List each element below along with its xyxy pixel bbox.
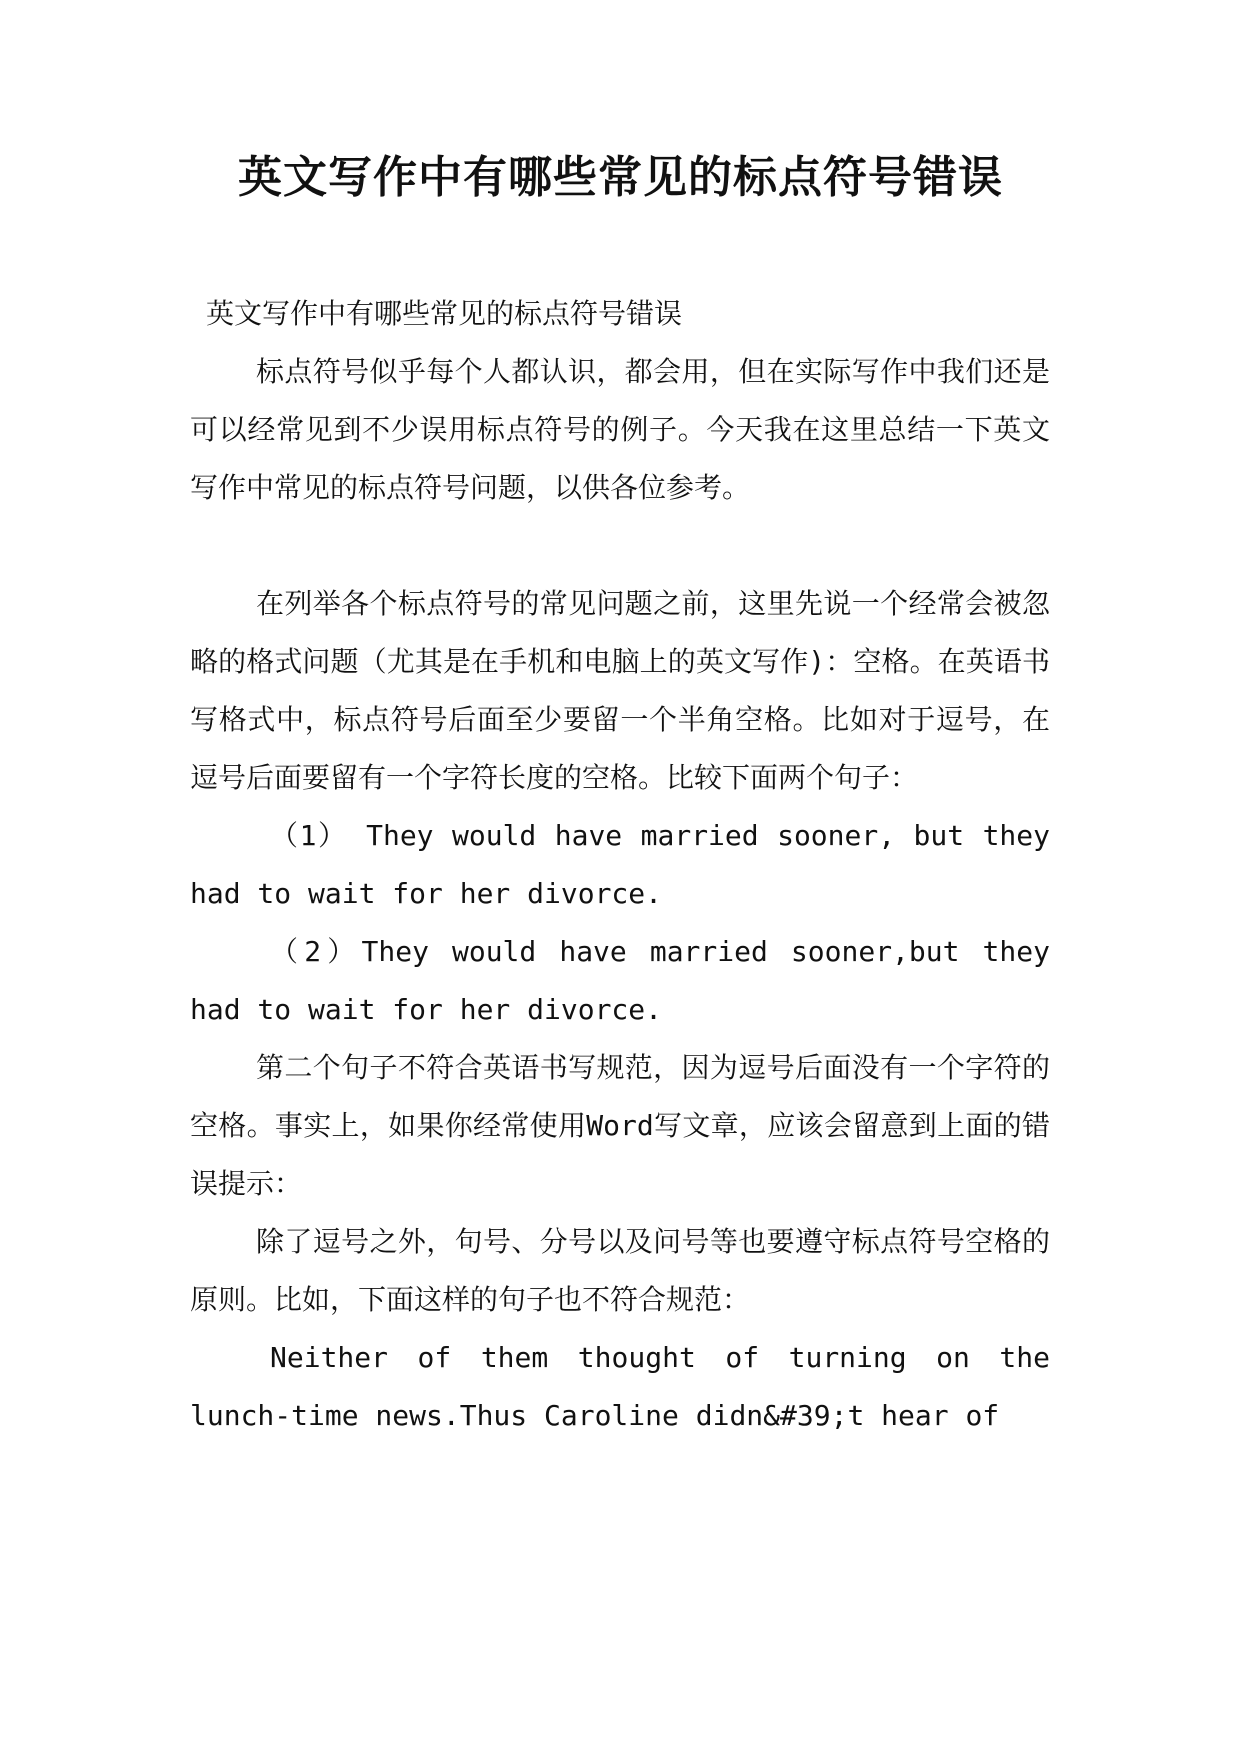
paragraph-gap: [190, 517, 1050, 575]
document-body: [190, 285, 1050, 1445]
paragraph-explanation: 第二个句子不符合英语书写规范，因为逗号后面没有一个字符的空格。事实上，如果你经常使用Word写文章，应该会留意到上面的错误提示：: [190, 1051, 1050, 1200]
example-sentence-1: （1） They would have married sooner, but they had to wait for her divorce.: [190, 819, 1050, 910]
example-sentence-3: Neither of them thought of turning on the lunch-time news.Thus Caroline didn&#39;t hear of: [190, 1341, 1050, 1432]
paragraph-intro: 标点符号似乎每个人都认识，都会用，但在实际写作中我们还是可以经常见到不少误用标点符号的例子。今天我在这里总结一下英文写作中常见的标点符号问题，以供各位参考。: [190, 355, 1050, 504]
paragraph-spacing-rule: 在列举各个标点符号的常见问题之前，这里先说一个经常会被忽略的格式问题（尤其是在手机和电脑上的英文写作)：空格。在英语书写格式中，标点符号后面至少要留一个半角空格。比如对于逗号，在逗号后面要留有一个字符长度的空格。比较下面两个句子：: [190, 587, 1050, 794]
document-subtitle: 英文写作中有哪些常见的标点符号错误: [206, 297, 683, 330]
document-title: 英文写作中有哪些常见的标点符号错误: [238, 152, 1003, 203]
paragraph-other-punctuation: 除了逗号之外，句号、分号以及问号等也要遵守标点符号空格的原则。比如，下面这样的句子也不符合规范：: [190, 1225, 1050, 1316]
example-sentence-2: （2）They would have married sooner,but they had to wait for her divorce.: [190, 935, 1050, 1026]
